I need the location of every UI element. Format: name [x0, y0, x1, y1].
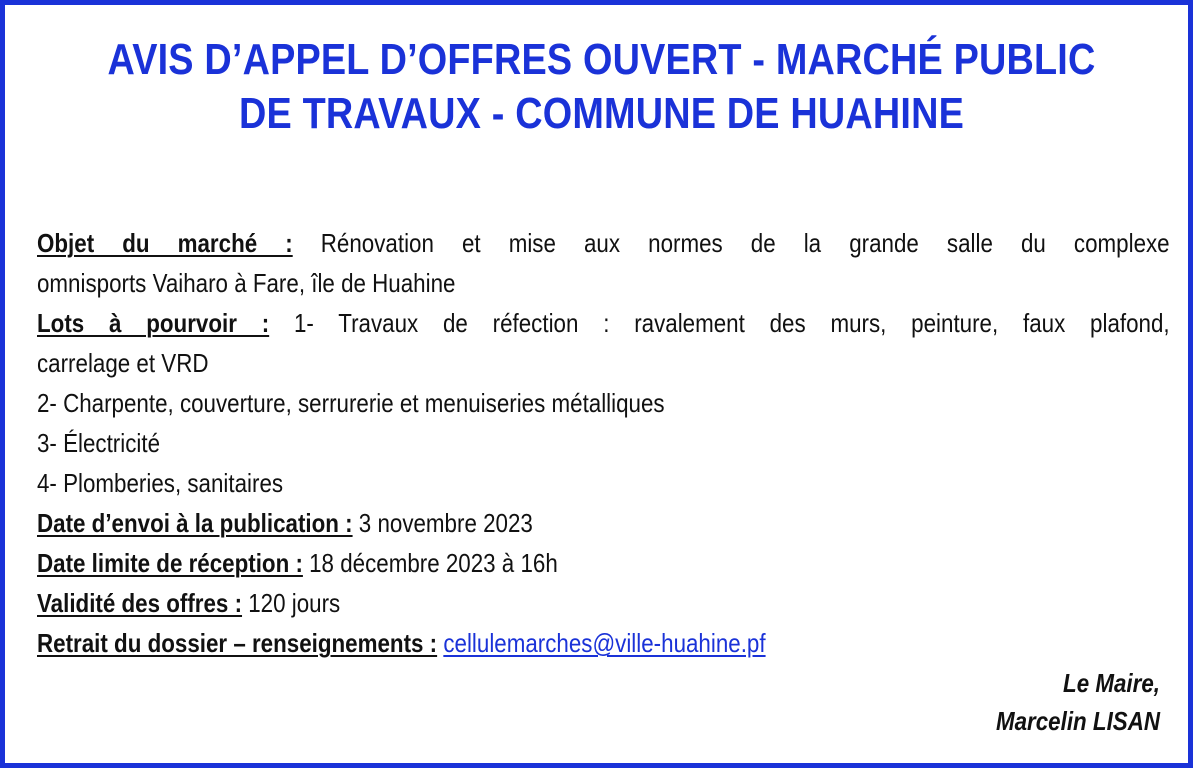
signature-role: Le Maire, [1063, 668, 1160, 698]
validite-value: 120 jours [248, 588, 341, 618]
date-envoi-label: Date d’envoi à la publication : [37, 508, 353, 538]
validite-line [37, 583, 1011, 623]
objet-line-2 [37, 263, 1011, 303]
retrait-line [37, 623, 1011, 663]
lot-1-text-2: carrelage et VRD [37, 348, 209, 378]
lot-1-text-1: 1- Travaux de réfection : ravalement des murs, peinture, faux plafond, [293, 308, 1170, 338]
retrait-label: Retrait du dossier – renseignements : [37, 628, 438, 658]
date-envoi-line [37, 503, 1011, 543]
objet-text-1: Rénovation et mise aux normes de la grande salle du complexe [320, 228, 1170, 258]
notice-body [37, 223, 1170, 663]
signature-name: Marcelin LISAN [995, 706, 1160, 736]
lots-line-1 [37, 303, 1170, 343]
lot-4 [37, 463, 1011, 503]
lot-3 [37, 423, 1011, 463]
date-limite-line [37, 543, 1011, 583]
date-limite-label: Date limite de réception : [37, 548, 303, 578]
lots-line-2 [37, 343, 1011, 383]
date-envoi-value: 3 novembre 2023 [358, 508, 533, 538]
lot-2 [37, 383, 1011, 423]
objet-label: Objet du marché : [37, 228, 293, 258]
objet-text-2: omnisports Vaiharo à Fare, île de Huahine [37, 268, 456, 298]
lot-4-text: 4- Plomberies, sanitaires [37, 468, 284, 498]
notice-title [89, 33, 1115, 141]
validite-label: Validité des offres : [37, 588, 243, 618]
title-line-1: AVIS D’APPEL D’OFFRES OUVERT - MARCHÉ PUBLIC [107, 35, 1096, 84]
title-line-2: DE TRAVAUX - COMMUNE DE HUAHINE [238, 89, 965, 138]
lot-2-text: 2- Charpente, couverture, serrurerie et menuiseries métalliques [37, 388, 665, 418]
date-limite-value: 18 décembre 2023 à 16h [309, 548, 558, 578]
retrait-email-link[interactable]: cellulemarches@ville-huahine.pf [443, 628, 766, 658]
lot-3-text: 3- Électricité [37, 428, 161, 458]
signature-block [460, 664, 1160, 740]
objet-line-1 [37, 223, 1170, 263]
lots-label: Lots à pourvoir : [37, 308, 270, 338]
